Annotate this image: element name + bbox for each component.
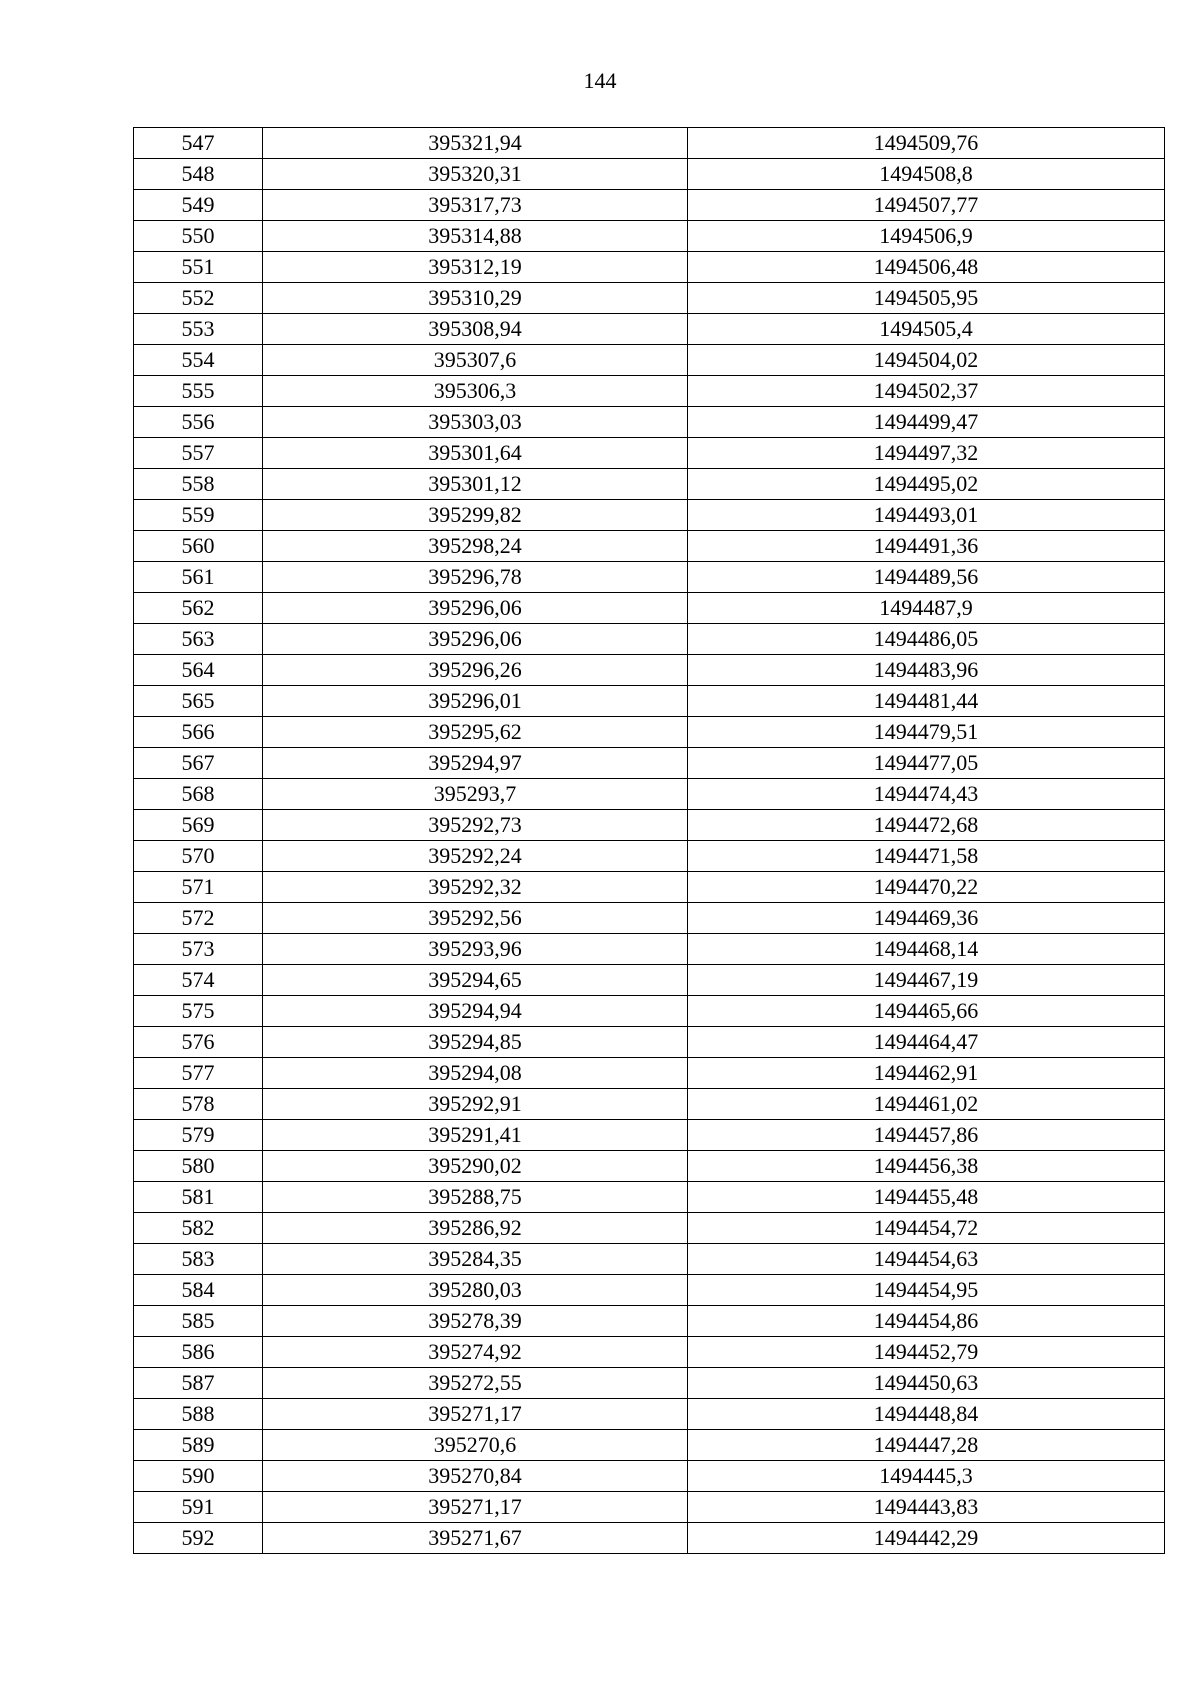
point-number-cell: 583 bbox=[134, 1244, 263, 1275]
table-row bbox=[134, 1306, 1165, 1337]
point-number-cell: 580 bbox=[134, 1151, 263, 1182]
point-number-cell: 560 bbox=[134, 531, 263, 562]
y-coordinate-cell: 1494486,05 bbox=[688, 624, 1165, 655]
y-coordinate-cell: 1494457,86 bbox=[688, 1120, 1165, 1151]
y-coordinate-cell: 1494495,02 bbox=[688, 469, 1165, 500]
x-coordinate-cell: 395291,41 bbox=[263, 1120, 688, 1151]
y-coordinate-cell: 1494477,05 bbox=[688, 748, 1165, 779]
point-number-cell: 576 bbox=[134, 1027, 263, 1058]
table-row bbox=[134, 159, 1165, 190]
table-row bbox=[134, 1182, 1165, 1213]
y-coordinate-cell: 1494491,36 bbox=[688, 531, 1165, 562]
point-number-cell: 567 bbox=[134, 748, 263, 779]
y-coordinate-cell: 1494454,86 bbox=[688, 1306, 1165, 1337]
x-coordinate-cell: 395299,82 bbox=[263, 500, 688, 531]
table-row bbox=[134, 407, 1165, 438]
point-number-cell: 591 bbox=[134, 1492, 263, 1523]
y-coordinate-cell: 1494483,96 bbox=[688, 655, 1165, 686]
table-row bbox=[134, 996, 1165, 1027]
table-row bbox=[134, 934, 1165, 965]
y-coordinate-cell: 1494507,77 bbox=[688, 190, 1165, 221]
point-number-cell: 563 bbox=[134, 624, 263, 655]
y-coordinate-cell: 1494455,48 bbox=[688, 1182, 1165, 1213]
table-row bbox=[134, 1213, 1165, 1244]
x-coordinate-cell: 395274,92 bbox=[263, 1337, 688, 1368]
point-number-cell: 565 bbox=[134, 686, 263, 717]
coordinates-table bbox=[133, 127, 1165, 1554]
point-number-cell: 577 bbox=[134, 1058, 263, 1089]
table-row bbox=[134, 1027, 1165, 1058]
x-coordinate-cell: 395271,17 bbox=[263, 1399, 688, 1430]
page-number: 144 bbox=[583, 68, 617, 93]
x-coordinate-cell: 395307,6 bbox=[263, 345, 688, 376]
point-number-cell: 573 bbox=[134, 934, 263, 965]
point-number-cell: 550 bbox=[134, 221, 263, 252]
y-coordinate-cell: 1494454,72 bbox=[688, 1213, 1165, 1244]
x-coordinate-cell: 395294,97 bbox=[263, 748, 688, 779]
point-number-cell: 587 bbox=[134, 1368, 263, 1399]
y-coordinate-cell: 1494471,58 bbox=[688, 841, 1165, 872]
y-coordinate-cell: 1494461,02 bbox=[688, 1089, 1165, 1120]
y-coordinate-cell: 1494464,47 bbox=[688, 1027, 1165, 1058]
y-coordinate-cell: 1494456,38 bbox=[688, 1151, 1165, 1182]
point-number-cell: 557 bbox=[134, 438, 263, 469]
y-coordinate-cell: 1494443,83 bbox=[688, 1492, 1165, 1523]
table-row bbox=[134, 1337, 1165, 1368]
table-row bbox=[134, 469, 1165, 500]
point-number-cell: 566 bbox=[134, 717, 263, 748]
point-number-cell: 569 bbox=[134, 810, 263, 841]
y-coordinate-cell: 1494509,76 bbox=[688, 128, 1165, 159]
point-number-cell: 582 bbox=[134, 1213, 263, 1244]
x-coordinate-cell: 395271,17 bbox=[263, 1492, 688, 1523]
x-coordinate-cell: 395301,64 bbox=[263, 438, 688, 469]
x-coordinate-cell: 395271,67 bbox=[263, 1523, 688, 1554]
y-coordinate-cell: 1494454,63 bbox=[688, 1244, 1165, 1275]
point-number-cell: 558 bbox=[134, 469, 263, 500]
y-coordinate-cell: 1494442,29 bbox=[688, 1523, 1165, 1554]
x-coordinate-cell: 395296,01 bbox=[263, 686, 688, 717]
x-coordinate-cell: 395278,39 bbox=[263, 1306, 688, 1337]
y-coordinate-cell: 1494487,9 bbox=[688, 593, 1165, 624]
x-coordinate-cell: 395308,94 bbox=[263, 314, 688, 345]
y-coordinate-cell: 1494505,95 bbox=[688, 283, 1165, 314]
y-coordinate-cell: 1494462,91 bbox=[688, 1058, 1165, 1089]
table-row bbox=[134, 1399, 1165, 1430]
table-row bbox=[134, 221, 1165, 252]
x-coordinate-cell: 395306,3 bbox=[263, 376, 688, 407]
x-coordinate-cell: 395320,31 bbox=[263, 159, 688, 190]
y-coordinate-cell: 1494499,47 bbox=[688, 407, 1165, 438]
point-number-cell: 556 bbox=[134, 407, 263, 438]
table-row bbox=[134, 562, 1165, 593]
x-coordinate-cell: 395321,94 bbox=[263, 128, 688, 159]
point-number-cell: 589 bbox=[134, 1430, 263, 1461]
y-coordinate-cell: 1494450,63 bbox=[688, 1368, 1165, 1399]
table-row bbox=[134, 1461, 1165, 1492]
x-coordinate-cell: 395294,08 bbox=[263, 1058, 688, 1089]
x-coordinate-cell: 395303,03 bbox=[263, 407, 688, 438]
point-number-cell: 568 bbox=[134, 779, 263, 810]
table-row bbox=[134, 1368, 1165, 1399]
x-coordinate-cell: 395294,65 bbox=[263, 965, 688, 996]
y-coordinate-cell: 1494465,66 bbox=[688, 996, 1165, 1027]
point-number-cell: 586 bbox=[134, 1337, 263, 1368]
table-row bbox=[134, 593, 1165, 624]
y-coordinate-cell: 1494445,3 bbox=[688, 1461, 1165, 1492]
table-row bbox=[134, 810, 1165, 841]
table-row bbox=[134, 1089, 1165, 1120]
y-coordinate-cell: 1494469,36 bbox=[688, 903, 1165, 934]
x-coordinate-cell: 395294,85 bbox=[263, 1027, 688, 1058]
point-number-cell: 592 bbox=[134, 1523, 263, 1554]
x-coordinate-cell: 395294,94 bbox=[263, 996, 688, 1027]
point-number-cell: 574 bbox=[134, 965, 263, 996]
table-row bbox=[134, 190, 1165, 221]
y-coordinate-cell: 1494506,48 bbox=[688, 252, 1165, 283]
y-coordinate-cell: 1494505,4 bbox=[688, 314, 1165, 345]
point-number-cell: 579 bbox=[134, 1120, 263, 1151]
y-coordinate-cell: 1494474,43 bbox=[688, 779, 1165, 810]
table-row bbox=[134, 1151, 1165, 1182]
point-number-cell: 590 bbox=[134, 1461, 263, 1492]
point-number-cell: 584 bbox=[134, 1275, 263, 1306]
y-coordinate-cell: 1494497,32 bbox=[688, 438, 1165, 469]
x-coordinate-cell: 395292,56 bbox=[263, 903, 688, 934]
table-row bbox=[134, 376, 1165, 407]
y-coordinate-cell: 1494470,22 bbox=[688, 872, 1165, 903]
x-coordinate-cell: 395298,24 bbox=[263, 531, 688, 562]
point-number-cell: 559 bbox=[134, 500, 263, 531]
x-coordinate-cell: 395292,73 bbox=[263, 810, 688, 841]
table-row bbox=[134, 624, 1165, 655]
y-coordinate-cell: 1494468,14 bbox=[688, 934, 1165, 965]
point-number-cell: 575 bbox=[134, 996, 263, 1027]
table-row bbox=[134, 1492, 1165, 1523]
y-coordinate-cell: 1494448,84 bbox=[688, 1399, 1165, 1430]
point-number-cell: 585 bbox=[134, 1306, 263, 1337]
y-coordinate-cell: 1494508,8 bbox=[688, 159, 1165, 190]
y-coordinate-cell: 1494479,51 bbox=[688, 717, 1165, 748]
x-coordinate-cell: 395292,91 bbox=[263, 1089, 688, 1120]
table-row bbox=[134, 1430, 1165, 1461]
x-coordinate-cell: 395292,32 bbox=[263, 872, 688, 903]
y-coordinate-cell: 1494452,79 bbox=[688, 1337, 1165, 1368]
point-number-cell: 547 bbox=[134, 128, 263, 159]
x-coordinate-cell: 395301,12 bbox=[263, 469, 688, 500]
table-row bbox=[134, 872, 1165, 903]
point-number-cell: 554 bbox=[134, 345, 263, 376]
point-number-cell: 552 bbox=[134, 283, 263, 314]
table-row bbox=[134, 345, 1165, 376]
point-number-cell: 549 bbox=[134, 190, 263, 221]
x-coordinate-cell: 395296,78 bbox=[263, 562, 688, 593]
table-row bbox=[134, 841, 1165, 872]
x-coordinate-cell: 395296,06 bbox=[263, 624, 688, 655]
table-row bbox=[134, 1244, 1165, 1275]
point-number-cell: 555 bbox=[134, 376, 263, 407]
x-coordinate-cell: 395296,06 bbox=[263, 593, 688, 624]
point-number-cell: 548 bbox=[134, 159, 263, 190]
table-row bbox=[134, 655, 1165, 686]
x-coordinate-cell: 395288,75 bbox=[263, 1182, 688, 1213]
y-coordinate-cell: 1494481,44 bbox=[688, 686, 1165, 717]
point-number-cell: 562 bbox=[134, 593, 263, 624]
point-number-cell: 571 bbox=[134, 872, 263, 903]
point-number-cell: 564 bbox=[134, 655, 263, 686]
x-coordinate-cell: 395290,02 bbox=[263, 1151, 688, 1182]
point-number-cell: 572 bbox=[134, 903, 263, 934]
y-coordinate-cell: 1494472,68 bbox=[688, 810, 1165, 841]
point-number-cell: 553 bbox=[134, 314, 263, 345]
y-coordinate-cell: 1494502,37 bbox=[688, 376, 1165, 407]
table-row bbox=[134, 531, 1165, 562]
y-coordinate-cell: 1494447,28 bbox=[688, 1430, 1165, 1461]
point-number-cell: 588 bbox=[134, 1399, 263, 1430]
table-row bbox=[134, 500, 1165, 531]
x-coordinate-cell: 395270,6 bbox=[263, 1430, 688, 1461]
y-coordinate-cell: 1494493,01 bbox=[688, 500, 1165, 531]
y-coordinate-cell: 1494504,02 bbox=[688, 345, 1165, 376]
table-row bbox=[134, 314, 1165, 345]
table-row bbox=[134, 686, 1165, 717]
table-row bbox=[134, 1523, 1165, 1554]
x-coordinate-cell: 395310,29 bbox=[263, 283, 688, 314]
x-coordinate-cell: 395270,84 bbox=[263, 1461, 688, 1492]
x-coordinate-cell: 395314,88 bbox=[263, 221, 688, 252]
x-coordinate-cell: 395284,35 bbox=[263, 1244, 688, 1275]
table-row bbox=[134, 438, 1165, 469]
x-coordinate-cell: 395312,19 bbox=[263, 252, 688, 283]
y-coordinate-cell: 1494467,19 bbox=[688, 965, 1165, 996]
x-coordinate-cell: 395295,62 bbox=[263, 717, 688, 748]
table-row bbox=[134, 252, 1165, 283]
table-row bbox=[134, 748, 1165, 779]
y-coordinate-cell: 1494454,95 bbox=[688, 1275, 1165, 1306]
point-number-cell: 551 bbox=[134, 252, 263, 283]
table-row bbox=[134, 965, 1165, 996]
point-number-cell: 561 bbox=[134, 562, 263, 593]
point-number-cell: 578 bbox=[134, 1089, 263, 1120]
table-row bbox=[134, 903, 1165, 934]
point-number-cell: 581 bbox=[134, 1182, 263, 1213]
x-coordinate-cell: 395272,55 bbox=[263, 1368, 688, 1399]
table-row bbox=[134, 717, 1165, 748]
y-coordinate-cell: 1494489,56 bbox=[688, 562, 1165, 593]
table-row bbox=[134, 283, 1165, 314]
y-coordinate-cell: 1494506,9 bbox=[688, 221, 1165, 252]
x-coordinate-cell: 395317,73 bbox=[263, 190, 688, 221]
x-coordinate-cell: 395280,03 bbox=[263, 1275, 688, 1306]
table-row bbox=[134, 1275, 1165, 1306]
point-number-cell: 570 bbox=[134, 841, 263, 872]
x-coordinate-cell: 395296,26 bbox=[263, 655, 688, 686]
table-row bbox=[134, 779, 1165, 810]
x-coordinate-cell: 395293,7 bbox=[263, 779, 688, 810]
x-coordinate-cell: 395292,24 bbox=[263, 841, 688, 872]
x-coordinate-cell: 395286,92 bbox=[263, 1213, 688, 1244]
table-row bbox=[134, 128, 1165, 159]
table-row bbox=[134, 1120, 1165, 1151]
x-coordinate-cell: 395293,96 bbox=[263, 934, 688, 965]
table-row bbox=[134, 1058, 1165, 1089]
coordinates-table-body bbox=[134, 128, 1165, 1554]
